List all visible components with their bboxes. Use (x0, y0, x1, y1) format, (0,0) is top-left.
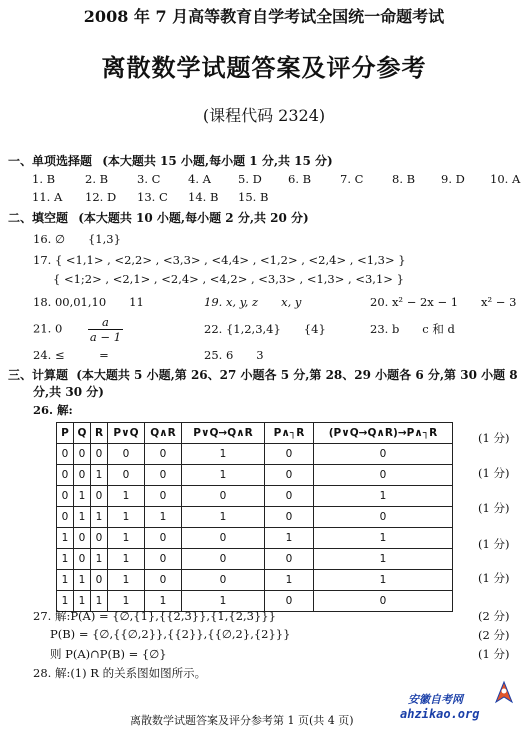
section2-title: 二、填空题 (本大题共 10 小题,每小题 2 分,共 20 分) (8, 211, 309, 225)
column-header: P∨Q→Q∧R (182, 423, 265, 444)
answer-item: 6. B (288, 172, 312, 186)
answer-27-b: P(B) = {∅,{{∅,2}},{{2}},{{∅,2},{2}}} (50, 627, 291, 641)
answer-21: 21. 0 $\frac{a}{a - 1}$ (33, 315, 122, 344)
answer-27-c: 则 P(A)∩P(B) = {∅} (50, 647, 167, 661)
table-row: 0 0 0 0 0 1 0 0 (57, 444, 453, 465)
answer-item: 2. B (85, 172, 109, 186)
score-label: (2 分) (478, 628, 510, 642)
mc-answers-row1 (0, 172, 528, 188)
exam-header: 2008 年 7 月高等教育自学考试全国统一命题考试 (83, 7, 445, 26)
score-label: (2 分) (478, 609, 510, 623)
answer-item: 11. A (32, 190, 63, 204)
answer-25: 25. 6 3 (204, 348, 264, 362)
score-label: (1 分) (478, 431, 510, 445)
table-row: 0 1 1 1 1 1 0 0 (57, 507, 453, 528)
table-row: 1 1 0 1 0 0 1 1 (57, 570, 453, 591)
score-label: (1 分) (478, 501, 510, 515)
answer-item: 15. B (238, 190, 269, 204)
table-row: 1 0 1 1 0 0 0 1 (57, 549, 453, 570)
page-title: 离散数学试题答案及评分参考 (101, 53, 427, 82)
mc-answers-row2 (0, 190, 528, 206)
section1-title: 一、单项选择题 (本大题共 15 小题,每小题 1 分,共 15 分) (8, 154, 333, 168)
answer-19: 19. x, y, z x, y (204, 295, 302, 309)
watermark-url: ahzikao.org (400, 707, 480, 721)
course-code: (课程代码 2324) (202, 106, 326, 125)
rocket-logo-icon (490, 678, 518, 706)
answer-item: 7. C (340, 172, 364, 186)
section3-title: 三、计算题 (本大题共 5 小题,第 26、27 小题各 5 分,第 28、29 小题各 6 分,第 30 小题 8 (8, 368, 518, 382)
score-label: (1 分) (478, 466, 510, 480)
answer-20: 20. x² − 2x − 1 x² − 3 (370, 295, 517, 309)
answer-27-a: 27. 解:P(A) = {∅,{1},{{2,3}},{1,{2,3}}} (33, 609, 276, 623)
table-header-row (57, 423, 453, 444)
table-row: 1 1 1 1 1 1 0 0 (57, 591, 453, 612)
answer-28: 28. 解:(1) R 的关系图如图所示。 (33, 666, 207, 680)
answer-item: 5. D (238, 172, 262, 186)
fraction: $\frac{a}{a - 1}$ (89, 315, 122, 344)
answer-26-label: 26. 解: (33, 403, 73, 417)
truth-table (56, 422, 453, 612)
score-label: (1 分) (478, 571, 510, 585)
page-footer: 离散数学试题答案及评分参考第 1 页(共 4 页) (130, 714, 354, 727)
table-row: 1 0 0 1 0 0 1 1 (57, 528, 453, 549)
answer-23: 23. b c 和 d (370, 322, 455, 336)
score-label: (1 分) (478, 647, 510, 661)
answer-item: 12. D (85, 190, 117, 204)
column-header: Q∧R (145, 423, 182, 444)
answer-17-a: 17. { <1,1> , <2,2> , <3,3> , <4,4> , <1,2> , <2,4> , <1,3> } (33, 253, 406, 267)
column-header: P (57, 423, 74, 444)
column-header: R (91, 423, 108, 444)
answer-item: 3. C (137, 172, 161, 186)
answer-16: 16. ∅ {1,3} (33, 232, 121, 246)
answer-22: 22. {1,2,3,4} {4} (204, 322, 326, 336)
column-header: Q (74, 423, 91, 444)
column-header: (P∨Q→Q∧R)→P∧┐R (314, 423, 453, 444)
answer-item: 1. B (32, 172, 56, 186)
section3-note-cont: 分,共 30 分) (33, 385, 104, 399)
watermark-site-name: 安徽自考网 (408, 693, 463, 706)
table-row: 0 1 0 1 0 0 0 1 (57, 486, 453, 507)
answer-item: 8. B (392, 172, 416, 186)
score-label: (1 分) (478, 537, 510, 551)
answer-18: 18. 00,01,10 11 (33, 295, 144, 309)
answer-17-b: { <1;2> , <2,1> , <2,4> , <4,2> , <3,3> , <1,3> , <3,1> } (53, 272, 404, 286)
answer-24: 24. ≤ = (33, 348, 109, 362)
answer-item: 10. A (490, 172, 521, 186)
table-row: 0 0 1 0 0 1 0 0 (57, 465, 453, 486)
column-header: P∨Q (108, 423, 145, 444)
answer-item: 9. D (441, 172, 465, 186)
column-header: P∧┐R (265, 423, 314, 444)
answer-item: 4. A (188, 172, 211, 186)
answer-item: 14. B (188, 190, 219, 204)
answer-item: 13. C (137, 190, 168, 204)
